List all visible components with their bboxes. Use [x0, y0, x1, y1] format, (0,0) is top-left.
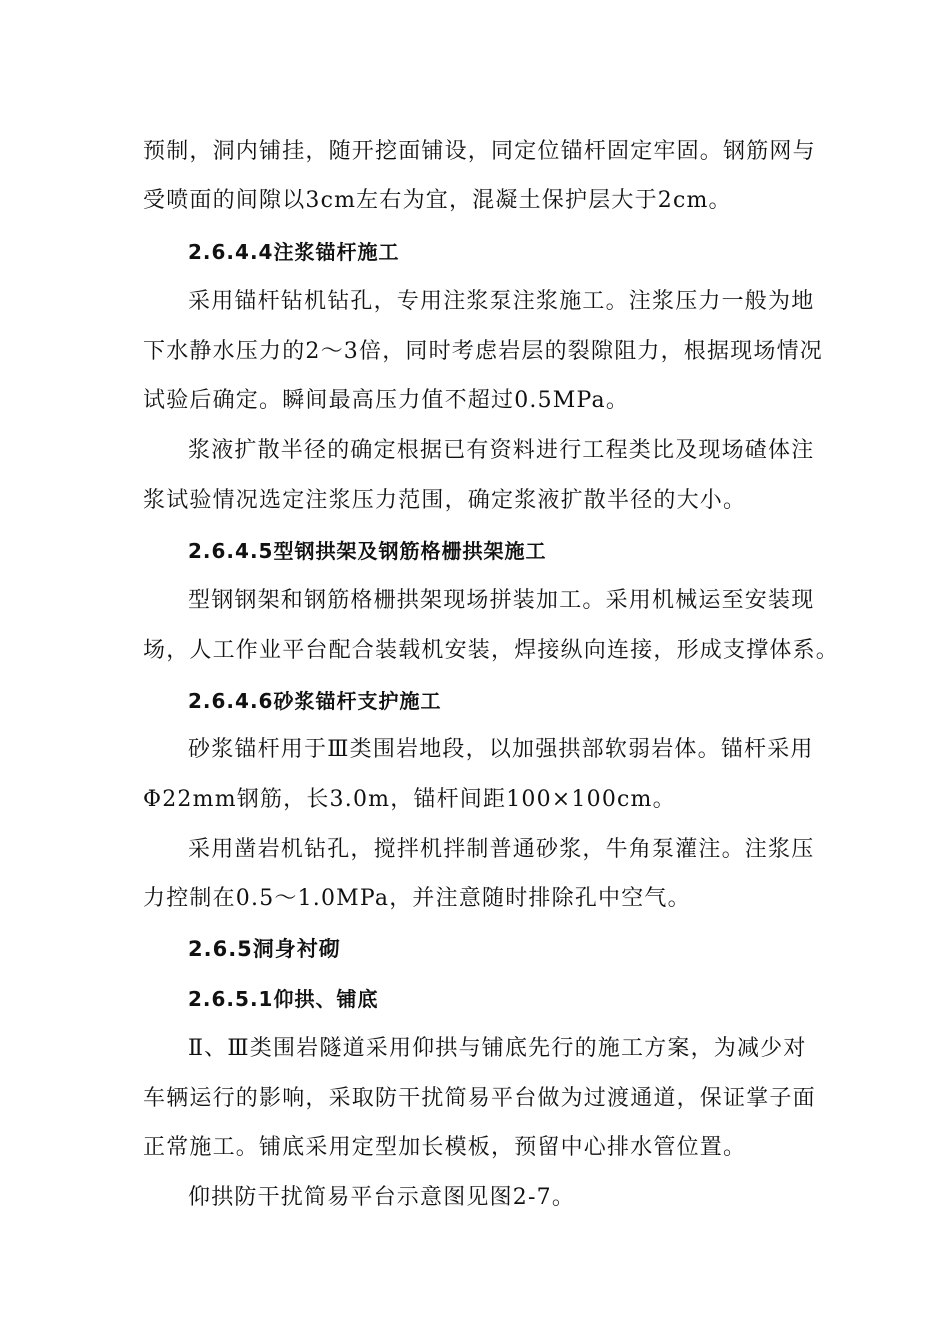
- paragraph-line: 车辆运行的影响，采取防干扰简易平台做为过渡通道，保证掌子面: [143, 1086, 816, 1111]
- section-heading: 2.6.5.1仰拱、铺底: [188, 987, 379, 1011]
- paragraph-line: 浆液扩散半径的确定根据已有资料进行工程类比及现场碴体注: [188, 438, 815, 463]
- paragraph-line: 受喷面的间隙以3cm左右为宜，混凝土保护层大于2cm。: [143, 188, 732, 213]
- paragraph-line: 力控制在0.5～1.0MPa，并注意随时排除孔中空气。: [143, 886, 691, 911]
- paragraph-line: 场，人工作业平台配合装载机安装，焊接纵向连接，形成支撑体系。: [143, 638, 840, 663]
- section-heading: 2.6.4.6砂浆锚杆支护施工: [188, 689, 442, 713]
- section-heading: 2.6.5洞身衬砌: [188, 937, 341, 961]
- paragraph-line: 仰拱防干扰简易平台示意图见图2-7。: [188, 1185, 576, 1210]
- paragraph-line: Ⅱ、Ⅲ类围岩隧道采用仰拱与铺底先行的施工方案，为减少对: [188, 1036, 807, 1061]
- paragraph-line: 浆试验情况选定注浆压力范围，确定浆液扩散半径的大小。: [143, 488, 747, 513]
- paragraph-line: 型钢钢架和钢筋格栅拱架现场拼装加工。采用机械运至安装现: [188, 588, 815, 613]
- section-heading: 2.6.4.4注浆锚杆施工: [188, 240, 400, 264]
- section-heading: 2.6.4.5型钢拱架及钢筋格栅拱架施工: [188, 539, 547, 563]
- paragraph-line: 正常施工。铺底采用定型加长模板，预留中心排水管位置。: [143, 1135, 747, 1160]
- paragraph-line: 砂浆锚杆用于Ⅲ类围岩地段，以加强拱部软弱岩体。锚杆采用: [188, 737, 814, 762]
- paragraph-line: 下水静水压力的2～3倍，同时考虑岩层的裂隙阻力，根据现场情况: [143, 339, 823, 364]
- paragraph-line: 预制，洞内铺挂，随开挖面铺设，同定位锚杆固定牢固。钢筋网与: [143, 139, 816, 164]
- paragraph-line: Φ22mm钢筋，长3.0m，锚杆间距100×100cm。: [143, 787, 676, 812]
- paragraph-line: 采用锚杆钻机钻孔，专用注浆泵注浆施工。注浆压力一般为地: [188, 289, 815, 314]
- paragraph-line: 采用凿岩机钻孔，搅拌机拌制普通砂浆，牛角泵灌注。注浆压: [188, 837, 815, 862]
- paragraph-line: 试验后确定。瞬间最高压力值不超过0.5MPa。: [143, 388, 630, 413]
